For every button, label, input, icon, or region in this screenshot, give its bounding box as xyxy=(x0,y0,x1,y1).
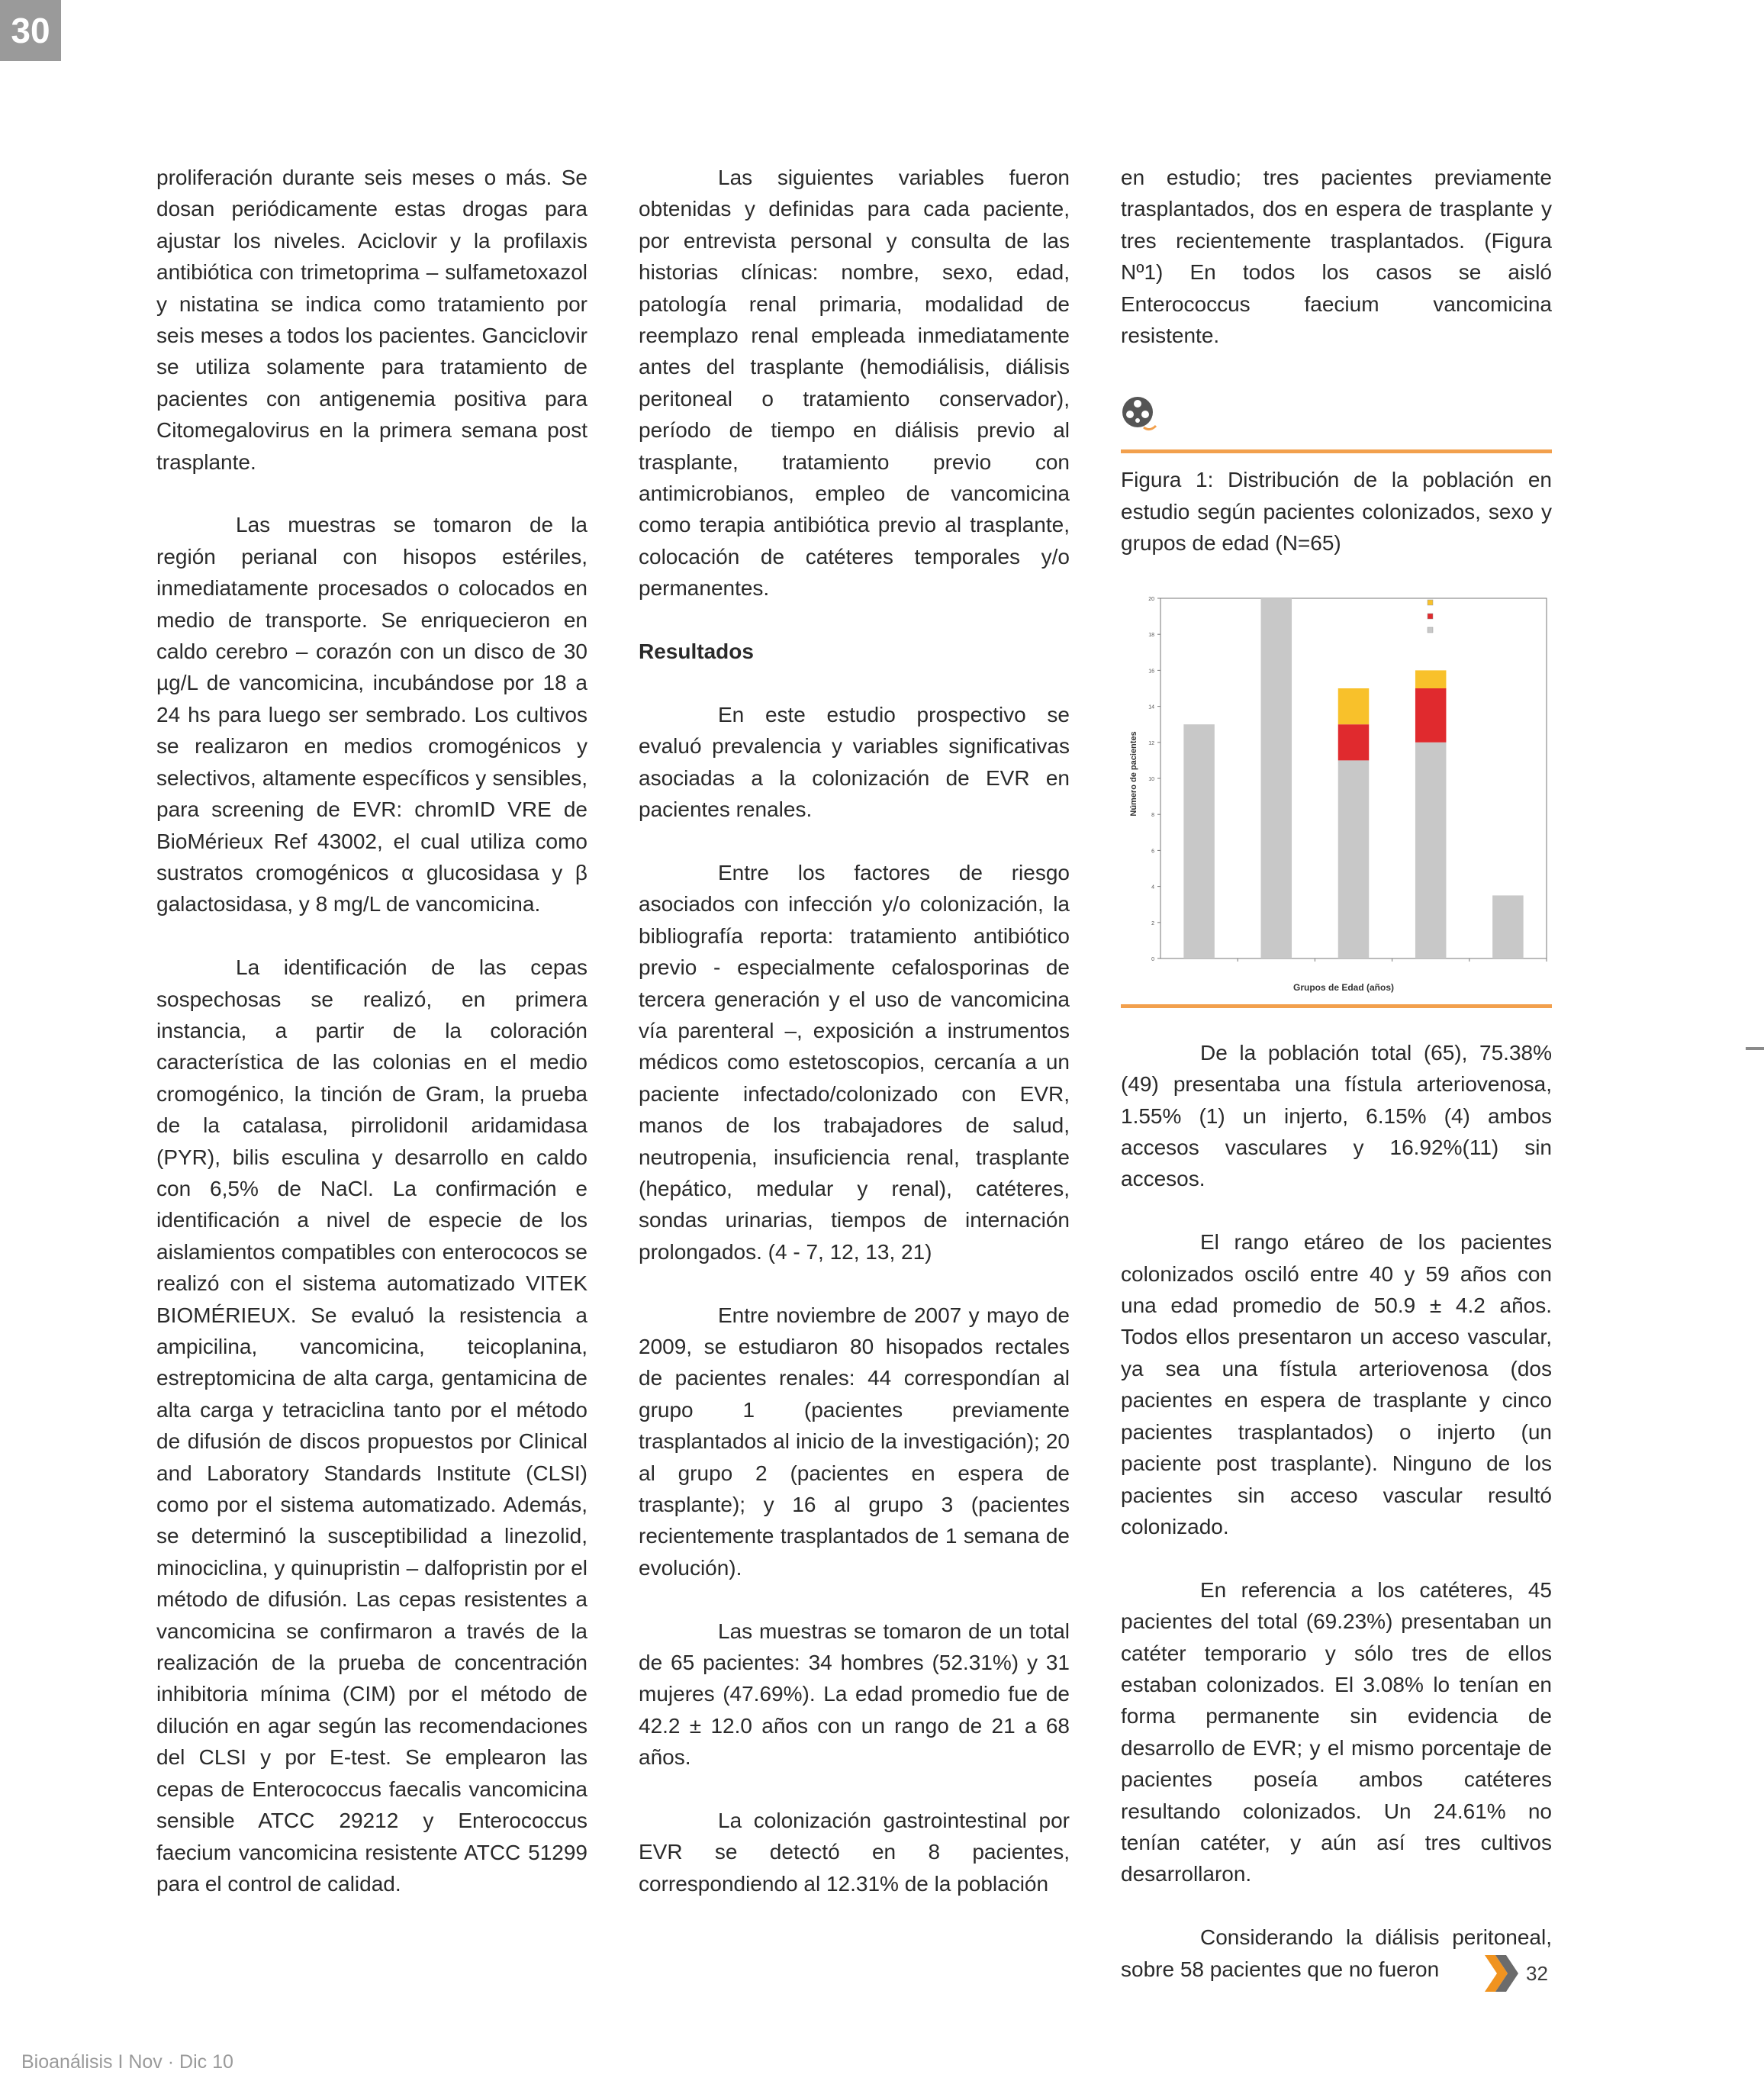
chart-y-label: Número de pacientes xyxy=(1129,731,1138,817)
bar-0-series-0 xyxy=(1183,724,1214,958)
y-tick-label-7: 14 xyxy=(1148,704,1154,710)
bar-2-series-2 xyxy=(1338,688,1369,724)
bar-2-series-1 xyxy=(1338,724,1369,760)
col2-paragraph-5: Las muestras se tomaron de un total de 65 pacientes: 34 hombres (52.31%) y 31 mujeres (47.69%). La edad promedio fue de 42.2 ± 12.0 años con un rango de 21 a 68 años. xyxy=(639,1619,1070,1770)
figure-1-chart xyxy=(1121,591,1552,1003)
col2-paragraph-1: Las siguientes variables fueron obtenidas y definidas para cada paciente, por entrevista personal y consulta de las historias clínicas: nombre, sexo, edad, patología renal primaria, modalidad de reemplazo renal empleada inmediatamente antes del trasplante (hemodiálisis, diálisis peritoneal o tratamiento conservador), período de tiempo en diálisis previo al trasplante, tratamiento previo con antimicrobianos, empleo de vancomicina como terapia antibiótica previo al trasplante, colocación de catéteres temporales y/o permanentes. xyxy=(639,166,1070,601)
y-tick-label-9: 18 xyxy=(1148,633,1154,639)
y-tick-label-4: 8 xyxy=(1151,813,1154,819)
col3-paragraph-5: Considerando la diálisis peritoneal, sobre 58 pacientes que no fueron xyxy=(1121,1925,1552,1981)
chart-x-label: Grupos de Edad (años) xyxy=(1292,981,1395,993)
y-tick-label-6: 12 xyxy=(1148,740,1154,746)
figure-bottom-rule xyxy=(1121,1004,1552,1008)
figure-top-rule xyxy=(1121,449,1552,453)
legend-swatch-2 xyxy=(1428,600,1433,605)
col2-paragraph-3: Entre los factores de riesgo asociados con infección y/o colonización, la bibliografía reporta: tratamiento antibiótico previo - especialmente cefalosporinas de tercera generación y el uso de vancomicina vía parenteral –, exposición a instrumentos médicos como estetoscopios, cercanía a un paciente infectado/colonizado con EVR, manos de los trabajadores de salud, neutropenia, insuficiencia renal, trasplante (hepático, medular y renal), catéteres, sondas urinarias, tiempos de internación prolongados. (4 - 7, 12, 13, 21) xyxy=(639,860,1070,1264)
col3-paragraph-3: El rango etáreo de los pacientes colonizados osciló entre 40 y 59 años con una edad promedio de 50.9 ± 4.2 años. Todos ellos presentaron un acceso vascular, ya sea una fístula arteriovenosa (dos pacientes en espera de trasplante y cinco pacientes trasplantados) o injerto (un paciente post trasplante). Ninguno de los pacientes sin acceso vascular resultó colonizado. xyxy=(1121,1230,1552,1538)
bar-chart-svg xyxy=(1121,591,1552,1003)
film-reel-icon xyxy=(1121,395,1157,433)
col2-paragraph-6: La colonización gastrointestinal por EVR se detectó en 8 pacientes, correspondiendo al 12.31% de la población xyxy=(639,1809,1070,1896)
col2-paragraph-4: Entre noviembre de 2007 y mayo de 2009, se estudiaron 80 hisopados rectales de pacientes renales: 44 correspondían al grupo 1 (pacientes previamente trasplantados al inicio de la investigación); 20 al grupo 2 (pacientes en espera de trasplante); y 16 al grupo 3 (pacientes recientemente trasplantados de 1 semana de evolución). xyxy=(639,1303,1070,1580)
page-number-block xyxy=(1485,1955,1548,1992)
y-tick-label-5: 10 xyxy=(1148,776,1154,782)
col3-paragraph-4: En referencia a los catéteres, 45 pacientes del total (69.23%) presentaban un catéter temporario y sólo tres de ellos estaban colonizados. El 3.08% lo tenían en forma permanente sin evidencia de desarrollo de EVR; y el mismo porcentaje de pacientes poseía ambos catéteres resultando colonizados. Un 24.61% no tenían catéter, y aún así tres cultivos desarrollaron. xyxy=(1121,1577,1552,1886)
bar-3-series-2 xyxy=(1415,670,1446,688)
legend-swatch-1 xyxy=(1428,614,1433,619)
page-tab: 30 xyxy=(0,0,61,61)
legend-swatch-0 xyxy=(1428,627,1433,633)
figure-caption: Figura 1: Distribución de la población en estudio según pacientes colonizados, sexo y grupos de edad (N=65) xyxy=(1121,468,1552,556)
col1-paragraph-2: Las muestras se tomaron de la región perianal con hisopos estériles, inmediatamente procesados o colocados en medio de transporte. Se enriquecieron en caldo cerebro – corazón con un disco de 30 µg/L de vancomicina, incubándose por 18 a 24 hs para luego ser sembrado. Los cultivos se realizaron en medios cromogénicos y selectivos, altamente específicos y sensibles, para screening de EVR: chromID VRE de BioMérieux Ref 43002, el cual utiliza como sustratos cromogénicos α glucosidasa y β galactosidasa, y 8 mg/L de vancomicina. xyxy=(156,513,587,917)
bar-2-series-0 xyxy=(1338,760,1369,958)
col1-paragraph-1: proliferación durante seis meses o más. Se dosan periódicamente estas drogas para ajustar los niveles. Aciclovir y la profilaxis antibiótica con trimetoprima – sulfametoxazol y nistatina se indica como tratamiento por seis meses a todos los pacientes. Ganciclovir se utiliza solamente para tratamiento de pacientes con antigenemia positiva para Citomegalovirus en la primera semana post trasplante. xyxy=(156,166,587,474)
bar-4-series-0 xyxy=(1492,895,1523,958)
col3-paragraph-1: en estudio; tres pacientes previamente trasplantados, dos en espera de trasplante y tres recientemente trasplantados. (Figura Nº1) En todos los casos se aisló Enterococcus faecium vancomicina resistente. xyxy=(1121,166,1552,348)
y-tick-label-2: 4 xyxy=(1151,884,1154,891)
column-3 xyxy=(1121,162,1552,2016)
y-tick-label-3: 6 xyxy=(1151,849,1154,855)
bar-3-series-1 xyxy=(1415,688,1446,743)
column-2 xyxy=(639,162,1070,1931)
double-chevron-icon xyxy=(1485,1955,1520,1992)
col1-paragraph-3: La identificación de las cepas sospechosas se realizó, en primera instancia, a partir de la coloración característica de las colonias en el medio cromogénico, la tinción de Gram, la prueba de la catalasa, pirrolidonil aridamidasa (PYR), bilis esculina y desarrollo en caldo con 6,5% de NaCl. La confirmación e identificación a nivel de especie de los aislamientos compatibles con enterococos se realizó con el sistema automatizado VITEK BIOMÉRIEUX. Se evaluó la resistencia a ampicilina, vancomicina, teicoplanina, estreptomicina de alta carga, gentamicina de alta carga y tetraciclina tanto por el método de difusión de discos propuestos por Clinical and Laboratory Standards Institute (CLSI) como por el sistema automatizado. Además, se determinó la susceptibilidad a linezolid, minociclina, y quinupristin – dalfopristin por el método de difusión. Las cepas resistentes a vancomicina se confirmaron a través de la realización de la prueba de concentración inhibitoria mínima (CIM) por el método de dilución en agar según las recomendaciones del CLSI y por E-test. Se emplearon las cepas de Enterococcus faecalis vancomicina sensible ATCC 29212 y Enterococcus faecium vancomicina resistente ATCC 51299 para el control de calidad. xyxy=(156,955,587,1896)
margin-mark xyxy=(1746,1047,1764,1050)
y-tick-label-0: 0 xyxy=(1151,956,1154,962)
page-number: 32 xyxy=(1526,1961,1548,1985)
y-tick-label-10: 20 xyxy=(1148,596,1154,602)
bar-1-series-0 xyxy=(1261,598,1292,958)
footer-journal: Bioanálisis I Nov · Dic 10 xyxy=(21,2051,233,2073)
results-heading: Resultados xyxy=(639,639,754,664)
col2-paragraph-2: En este estudio prospectivo se evaluó prevalencia y variables significativas asociadas a la colonización de EVR en pacientes renales. xyxy=(639,702,1070,822)
y-tick-label-8: 16 xyxy=(1148,668,1154,675)
col3-paragraph-2: De la población total (65), 75.38% (49) presentaba una fístula arteriovenosa, 1.55% (1) un injerto, 6.15% (4) ambos accesos vasculares y 16.92%(11) sin accesos. xyxy=(1121,1040,1552,1191)
bar-3-series-0 xyxy=(1415,743,1446,958)
y-tick-label-1: 2 xyxy=(1151,920,1154,926)
column-1 xyxy=(156,162,587,1931)
